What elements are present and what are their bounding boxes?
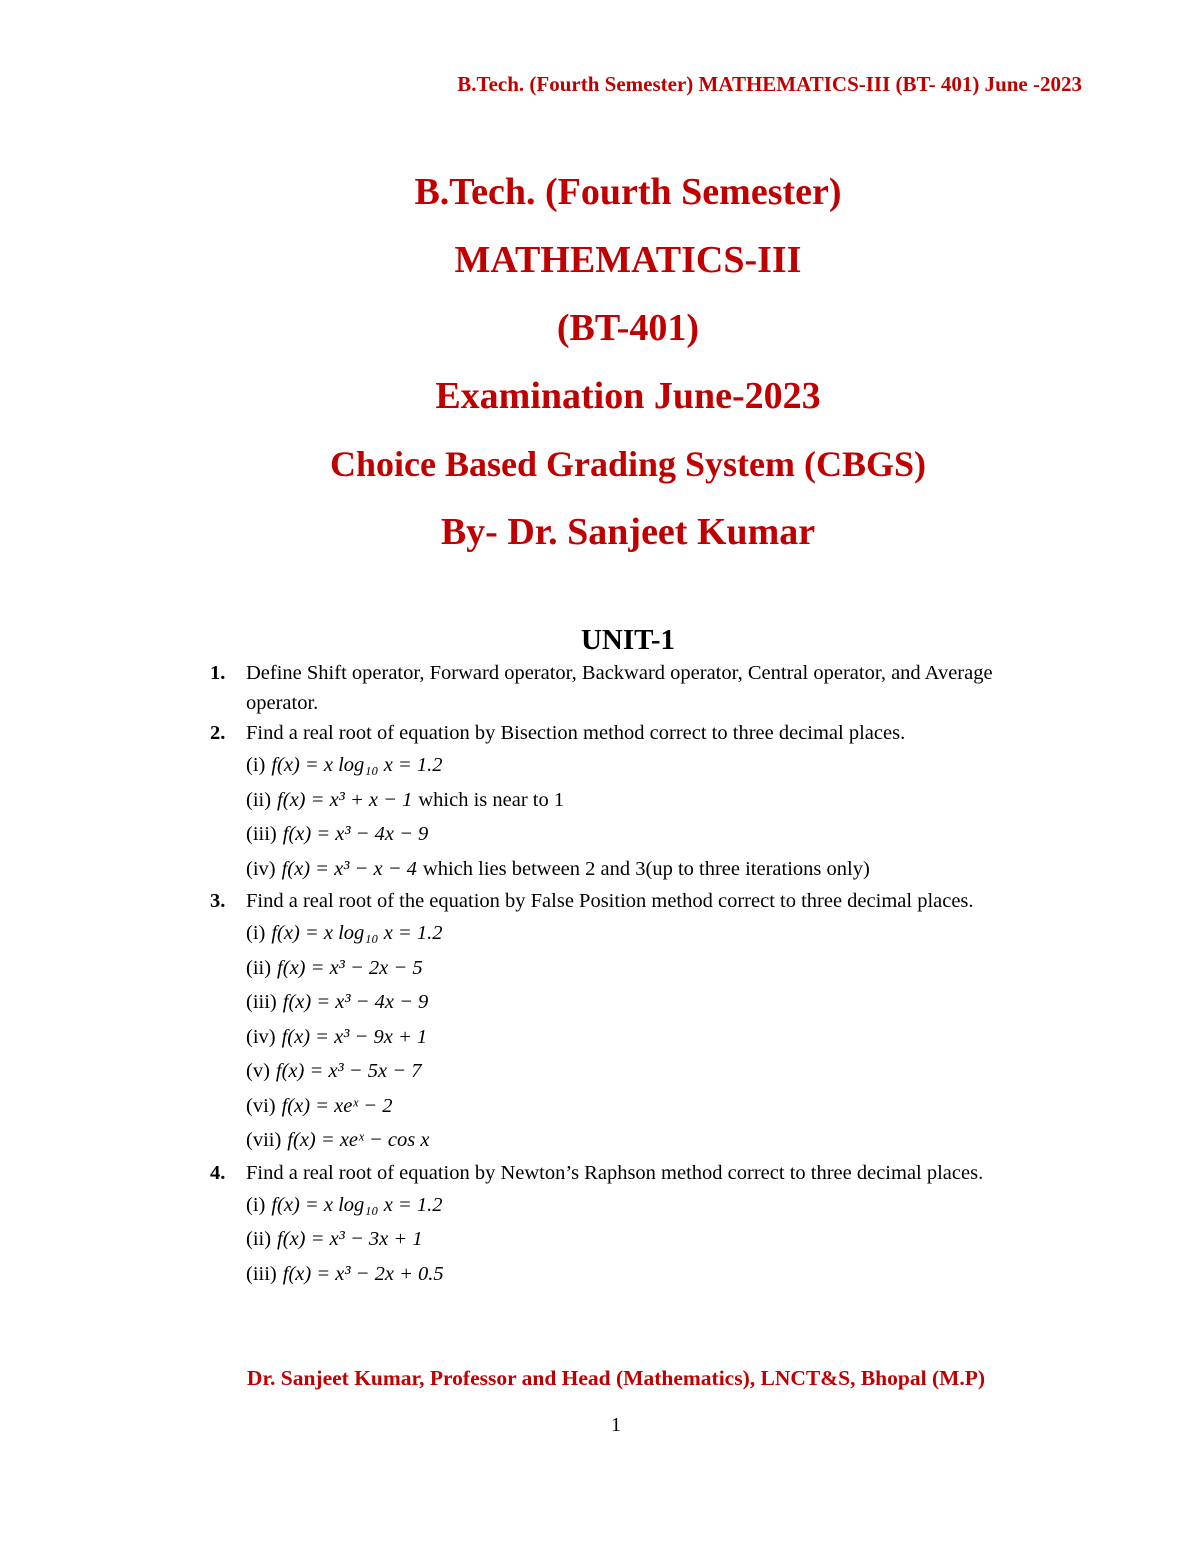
title-code: (BT-401) [556,307,700,349]
part-label: (ii) [246,1228,272,1250]
part-equation: f(x) = x log₁₀ x = 1.2 [271,922,443,944]
question-part [246,783,1046,818]
part-label: (vi) [246,1094,276,1117]
question-text: Find a real root of equation by Newton’s Raphson method correct to three decimal places. [246,1161,984,1184]
question-part [246,817,1046,852]
part-label: (iii) [246,1262,277,1285]
part-label: (vii) [246,1129,282,1151]
question-number: 2. [210,722,226,744]
question-item [206,886,1046,1158]
question-text: Find a real root of the equation by False Position method correct to three decimal places. [246,890,974,912]
part-equation: f(x) = x³ + x − 1 [277,788,413,811]
question-part [246,748,1046,783]
part-equation: f(x) = x³ − 9x + 1 [281,1025,428,1048]
unit-heading: UNIT-1 [580,624,675,656]
part-equation: f(x) = x log₁₀ x = 1.2 [271,1193,443,1216]
question-item [206,658,1046,718]
page-footer: Dr. Sanjeet Kumar, Professor and Head (Mathematics), LNCT&S, Bhopal (M.P) [246,1366,986,1390]
part-label: (v) [246,1060,270,1082]
part-label: (iii) [246,823,277,845]
question-item [206,1158,1046,1292]
part-label: (i) [246,1193,266,1216]
question-part [246,1020,1046,1055]
title-author: By- Dr. Sanjeet Kumar [440,511,816,553]
part-equation: f(x) = x log₁₀ x = 1.2 [271,754,443,776]
title-subject: MATHEMATICS-III [454,239,802,281]
question-part [246,1257,1046,1292]
question-part [246,1123,1046,1158]
question-part [246,1089,1046,1124]
title-system: Choice Based Grading System (CBGS) [329,444,927,484]
part-equation: f(x) = xeˣ − 2 [281,1094,393,1117]
part-equation: f(x) = x³ − 5x − 7 [275,1060,422,1082]
running-header: B.Tech. (Fourth Semester) MATHEMATICS-III (BT- 401) June -2023 [457,72,1082,96]
part-label: (ii) [246,956,272,979]
part-label: (iv) [246,1025,276,1048]
title-block [0,158,1200,566]
title-exam: Examination June-2023 [435,375,821,417]
question-item [206,718,1046,886]
part-equation: f(x) = x³ − 3x + 1 [277,1228,423,1250]
part-equation: f(x) = xeˣ − cos x [287,1129,430,1151]
question-part [246,951,1046,986]
part-equation: f(x) = x³ − 4x − 9 [282,823,429,845]
question-part [246,1054,1046,1089]
question-part [246,916,1046,951]
question-text: Define Shift operator, Forward operator, Backward operator, Central operator, and Average operator. [246,662,993,714]
part-label: (i) [246,754,266,776]
question-number: 3. [210,890,226,912]
question-text: Find a real root of equation by Bisection method correct to three decimal places. [246,722,906,744]
page-number: 1 [611,1414,621,1436]
question-part [246,1188,1046,1223]
question-part [246,985,1046,1020]
part-label: (iii) [246,991,277,1013]
part-equation: f(x) = x³ − x − 4 [281,857,417,880]
part-label: (ii) [246,788,272,811]
question-number: 1. [210,662,226,684]
part-equation: f(x) = x³ − 2x − 5 [277,956,423,979]
part-note: which is near to 1 [418,788,565,811]
part-equation: f(x) = x³ − 2x + 0.5 [282,1262,444,1285]
title-course: B.Tech. (Fourth Semester) [414,171,842,213]
question-part [246,1222,1046,1257]
part-label: (iv) [246,857,276,880]
question-number: 4. [210,1161,226,1184]
question-list [206,658,1046,1291]
part-label: (i) [246,922,266,944]
question-part [246,852,1046,887]
part-equation: f(x) = x³ − 4x − 9 [282,991,429,1013]
part-note: which lies between 2 and 3(up to three iterations only) [422,857,870,880]
